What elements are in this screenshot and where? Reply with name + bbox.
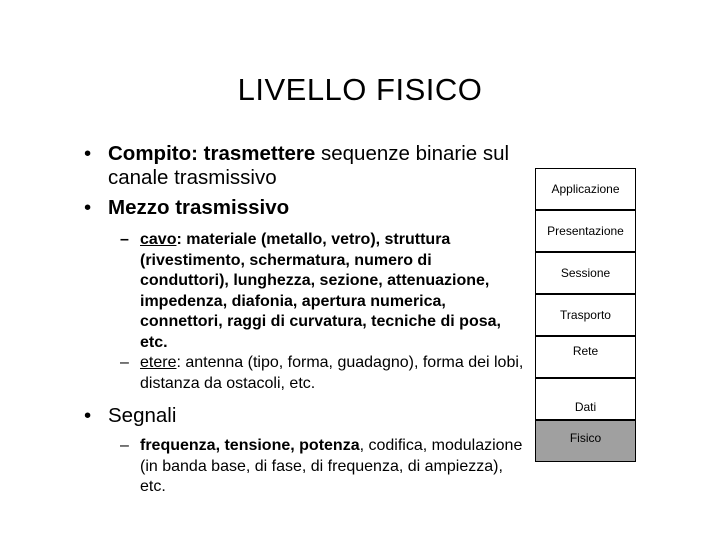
osi-layer-trasporto — [535, 294, 636, 336]
osi-layer-label: Rete — [572, 344, 599, 358]
subbullet-etere — [84, 353, 524, 394]
osi-layer-dati — [535, 378, 636, 420]
slide-content — [84, 142, 524, 498]
bullet-compito — [84, 142, 524, 190]
bullet-marker: • — [84, 196, 92, 219]
slide-title: LIVELLO FISICO — [237, 72, 483, 107]
osi-layer-label: Fisico — [569, 431, 602, 445]
bullet-segnali-label: Segnali — [108, 404, 177, 427]
osi-layer-label: Applicazione — [551, 182, 620, 196]
subbullet-etere-term: etere — [140, 354, 177, 371]
bullet-mezzo-label: Mezzo trasmissivo — [108, 196, 290, 219]
osi-layer-label: Sessione — [560, 266, 611, 280]
subbullet-segnali — [84, 436, 524, 498]
osi-layer-applicazione — [535, 168, 636, 210]
subbullet-cavo-term: cavo — [140, 231, 177, 248]
bullet-segnali — [84, 404, 524, 428]
osi-layer-fisico — [535, 420, 636, 462]
bullet-marker: • — [84, 404, 92, 427]
osi-layer-label: Dati — [574, 400, 597, 414]
osi-layer-label: Trasporto — [560, 308, 611, 322]
osi-layer-sessione — [535, 252, 636, 294]
subbullet-segnali-bold: frequenza, tensione, potenza — [140, 437, 360, 454]
subbullet-marker: – — [120, 231, 129, 248]
bullet-compito-text: sequenze binarie sul canale trasmissivo — [108, 142, 510, 189]
osi-layer-presentazione — [535, 210, 636, 252]
bullet-mezzo — [84, 196, 524, 220]
subbullet-etere-text: : antenna (tipo, forma, guadagno), forma dei lobi, distanza da ostacoli, etc. — [140, 354, 524, 392]
osi-layer-rete — [535, 336, 636, 378]
subbullet-cavo-text: : materiale (metallo, vetro), struttura (rivestimento, schermatura, numero di conduttori), lunghezza, sezione, attenuazione, impedenza, diafonia, apertura numerica, connettori, raggi di curvatura, tecniche di posa, etc. — [140, 231, 501, 351]
subbullet-marker: – — [120, 437, 129, 454]
osi-stack — [535, 168, 636, 462]
subbullet-marker: – — [120, 354, 129, 371]
bullet-marker: • — [84, 142, 92, 165]
bullet-compito-bold: Compito: trasmettere — [108, 142, 316, 165]
subbullet-segnali-text: , codifica, modulazione (in banda base, di fase, di frequenza, di ampiezza), etc. — [140, 437, 523, 495]
osi-layer-label: Presentazione — [547, 224, 624, 238]
subbullet-cavo — [84, 230, 524, 353]
